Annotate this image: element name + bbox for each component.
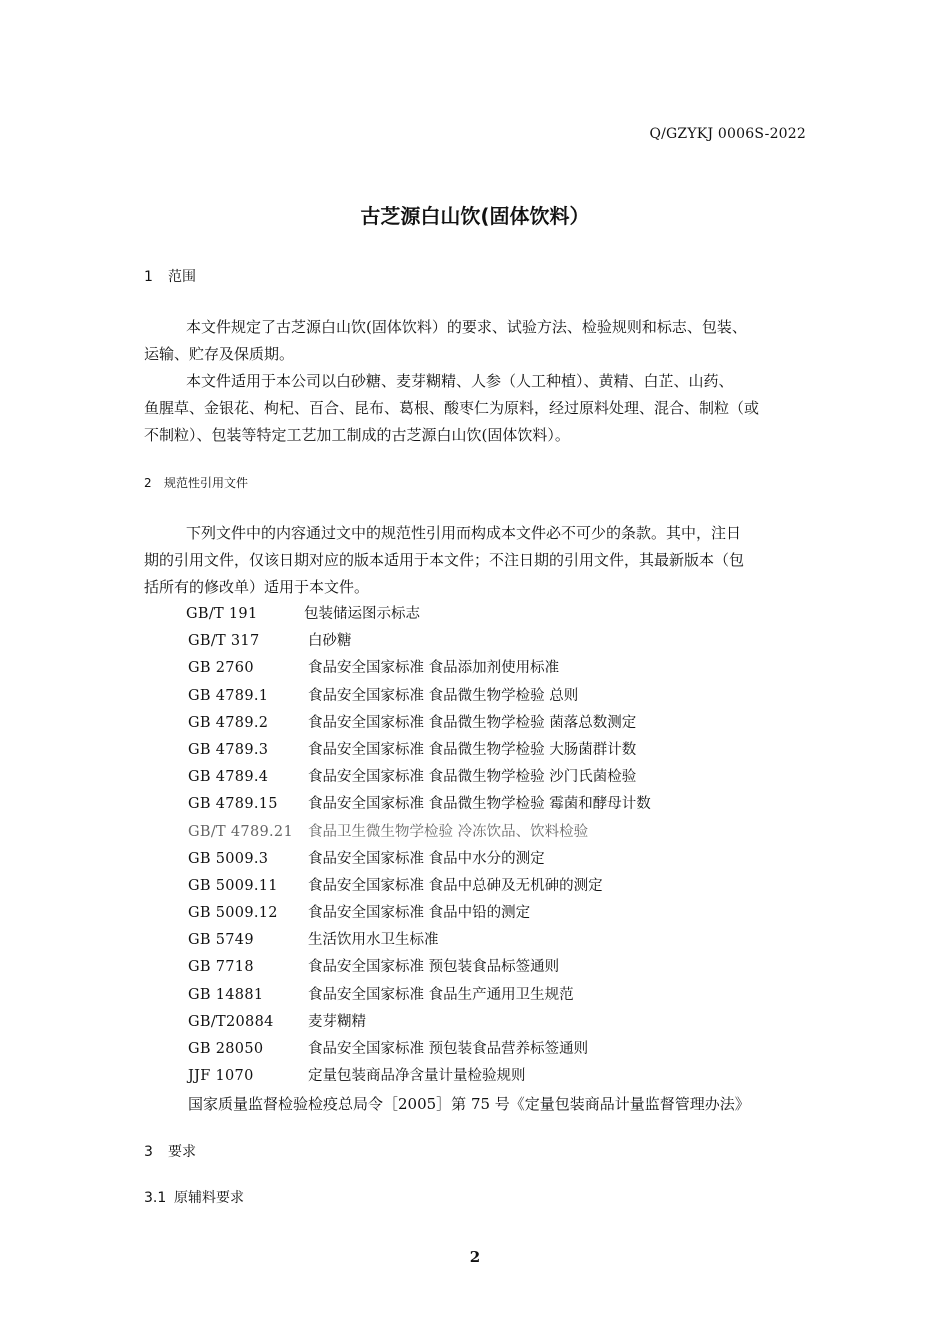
reference-title: 食品安全国家标准 食品微生物学检验 霉菌和酵母计数 (308, 796, 651, 813)
paragraph-line: 下列文件中的内容通过文中的规范性引用而构成本文件必不可少的条款。其中，注日 (186, 524, 742, 542)
section-2-heading (144, 474, 248, 491)
reference-title: 食品安全国家标准 食品微生物学检验 沙门氏菌检验 (308, 769, 637, 786)
section-title: 范围 (168, 269, 196, 285)
decree-reference: 国家质量监督检验检疫总局令［2005］第 75 号《定量包装商品计量监督管理办法》 (188, 1095, 750, 1113)
section-title: 规范性引用文件 (164, 476, 249, 490)
reference-title: 食品安全国家标准 食品微生物学检验 总则 (308, 687, 579, 704)
section-number: 1 (144, 269, 153, 285)
reference-code: GB 4789.2 (188, 714, 269, 731)
paragraph-line: 期的引用文件，仅该日期对应的版本适用于本文件；不注日期的引用文件，其最新版本（包 (144, 551, 745, 569)
reference-code: GB 7718 (188, 959, 254, 976)
reference-code: GB 14881 (188, 986, 264, 1003)
reference-code: GB 4789.15 (188, 796, 278, 813)
reference-title: 食品安全国家标准 食品生产通用卫生规范 (308, 986, 574, 1003)
reference-code: GB 5009.11 (188, 877, 278, 894)
paragraph-line: 括所有的修改单）适用于本文件。 (144, 578, 370, 596)
subsection-number: 3.1 (144, 1190, 167, 1206)
reference-code: GB 2760 (188, 660, 254, 677)
reference-title: 食品安全国家标准 食品中总砷及无机砷的测定 (308, 877, 603, 894)
reference-code: GB 4789.3 (188, 741, 269, 758)
reference-title: 食品安全国家标准 食品中铅的测定 (308, 905, 531, 922)
section-number: 2 (144, 476, 152, 490)
reference-title: 食品安全国家标准 预包装食品标签通则 (308, 959, 560, 976)
reference-code: GB/T20884 (188, 1013, 274, 1030)
reference-title: 食品安全国家标准 预包装食品营养标签通则 (308, 1041, 589, 1057)
reference-title: 生活饮用水卫生标准 (308, 932, 439, 949)
reference-code: GB 5009.3 (188, 850, 269, 867)
reference-code: GB 4789.4 (188, 769, 269, 786)
document-title: 古芝源白山饮(固体饮料） (360, 204, 590, 228)
section-1-heading (144, 266, 196, 286)
reference-code: GB 28050 (188, 1041, 264, 1057)
reference-code: GB 5009.12 (188, 905, 278, 922)
reference-code: GB/T 317 (188, 633, 260, 650)
reference-code: GB 5749 (188, 932, 254, 949)
reference-title: 白砂糖 (308, 633, 352, 650)
reference-code: JJF 1070 (188, 1068, 254, 1085)
section-number: 3 (144, 1144, 153, 1160)
page-number: 2 (469, 1248, 481, 1266)
reference-title: 食品安全国家标准 食品中水分的测定 (308, 850, 545, 867)
paragraph-line: 不制粒）、包装等特定工艺加工制成的古芝源白山饮(固体饮料）。 (144, 426, 570, 444)
reference-title: 食品安全国家标准 食品添加剂使用标准 (308, 660, 560, 677)
reference-title: 食品安全国家标准 食品微生物学检验 大肠菌群计数 (308, 741, 637, 758)
section-title: 要求 (168, 1144, 196, 1160)
paragraph-line: 本文件规定了古芝源白山饮(固体饮料）的要求、试验方法、检验规则和标志、包装、 (186, 318, 747, 336)
section-3-heading (144, 1141, 196, 1161)
paragraph-line: 运输、贮存及保质期。 (144, 345, 295, 363)
reference-code: GB 4789.1 (188, 687, 269, 704)
subsection-3-1-heading (144, 1187, 244, 1207)
reference-title: 食品卫生微生物学检验 冷冻饮品、饮料检验 (308, 823, 589, 840)
reference-title: 麦芽糊精 (308, 1013, 366, 1030)
reference-code: GB/T 4789.21 (188, 823, 293, 840)
reference-title: 包装储运图示标志 (304, 606, 420, 622)
subsection-title: 原辅料要求 (174, 1190, 244, 1206)
paragraph-line: 鱼腥草、金银花、枸杞、百合、昆布、葛根、酸枣仁为原料，经过原料处理、混合、制粒（或 (144, 399, 760, 417)
document-code: Q/GZYKJ 0006S-2022 (649, 126, 806, 142)
reference-title: 食品安全国家标准 食品微生物学检验 菌落总数测定 (308, 714, 637, 731)
paragraph-line: 本文件适用于本公司以白砂糖、麦芽糊精、人参（人工种植）、黄精、白芷、山药、 (186, 372, 734, 390)
reference-title: 定量包装商品净含量计量检验规则 (308, 1068, 526, 1085)
reference-code: GB/T 191 (186, 606, 258, 622)
